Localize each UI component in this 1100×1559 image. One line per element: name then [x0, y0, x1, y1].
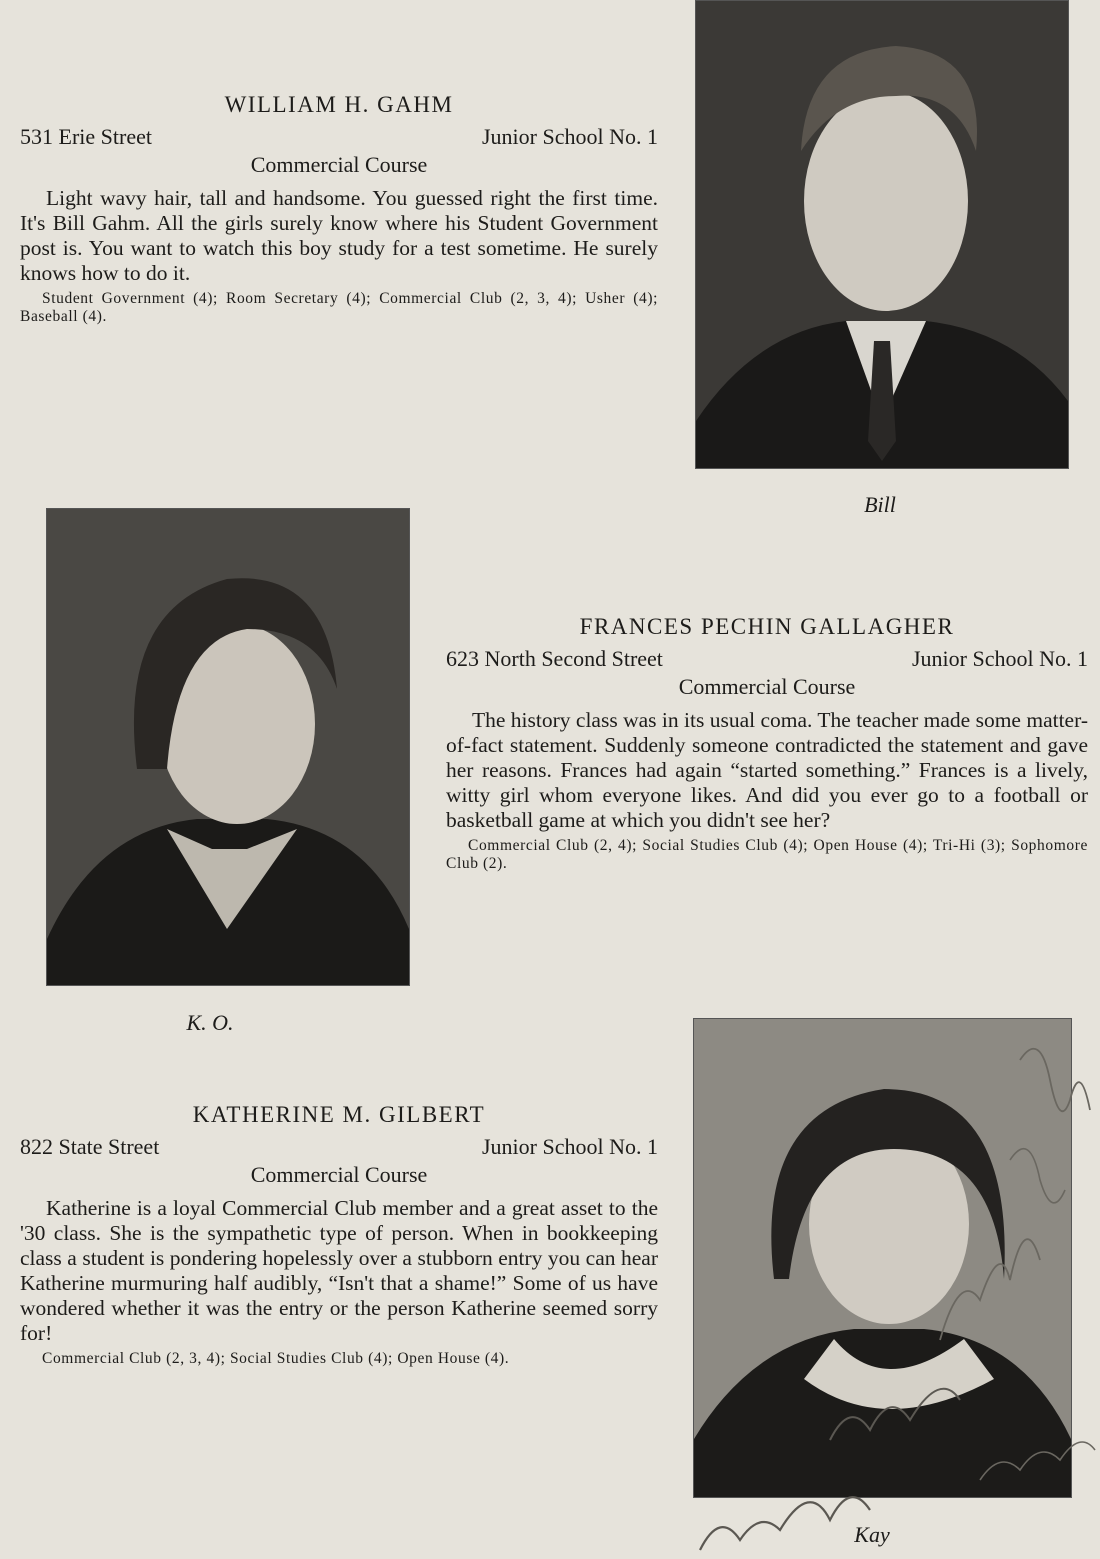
course: Commercial Course	[250, 1162, 428, 1187]
entry-katherine-gilbert	[20, 1102, 658, 1368]
portrait-silhouette	[47, 509, 409, 985]
portrait-silhouette	[696, 1, 1068, 468]
bio-text: The history class was in its usual coma. The teacher made some matter-of-fact statement. Suddenly someone contradicted the statement and gave her reasons. Frances had again “started something.” Frances is a lively, witty girl whom everyone likes. And did you ever go to a football or basketball game at which you didn't see her?	[446, 708, 1088, 832]
junior-school: Junior School No. 1	[912, 646, 1088, 671]
student-portrait-photo	[693, 1018, 1072, 1498]
course: Commercial Course	[250, 152, 428, 177]
portrait-silhouette	[694, 1019, 1071, 1497]
junior-school: Junior School No. 1	[482, 124, 658, 149]
entry-frances-gallagher	[446, 614, 1088, 873]
activities: Commercial Club (2, 3, 4); Social Studies Club (4); Open House (4).	[42, 1350, 510, 1367]
course: Commercial Course	[678, 674, 856, 699]
bio-text: Light wavy hair, tall and handsome. You guessed right the first time. It's Bill Gahm. All the girls surely know where his Student Government post is. You want to watch this boy study for a test sometime. He surely knows how to do it.	[20, 186, 658, 285]
student-portrait-photo	[46, 508, 410, 986]
nickname-caption: Bill	[864, 492, 896, 517]
address-row	[446, 646, 1088, 672]
address-row	[20, 1134, 658, 1160]
nickname-caption: K. O.	[186, 1010, 234, 1035]
student-name: FRANCES PECHIN GALLAGHER	[579, 614, 955, 639]
activities: Commercial Club (2, 4); Social Studies Club (4); Open House (4); Tri-Hi (3); Sophomore Club (2).	[446, 837, 1088, 872]
activities: Student Government (4); Room Secretary (4); Commercial Club (2, 3, 4); Usher (4); Baseball (4).	[20, 290, 658, 325]
student-address: 531 Erie Street	[20, 124, 152, 149]
bio-text: Katherine is a loyal Commercial Club member and a great asset to the '30 class. She is the sympathetic type of person. When in bookkeeping class a student is pondering hopelessly over a stubborn entry you can hear Katherine murmuring half audibly, “Isn't that a shame!” Some of us have wondered whether it was the entry or the person Katherine seemed sorry for!	[20, 1196, 658, 1345]
student-name: WILLIAM H. GAHM	[224, 92, 454, 117]
address-row	[20, 124, 658, 150]
junior-school: Junior School No. 1	[482, 1134, 658, 1159]
student-address: 623 North Second Street	[446, 646, 663, 671]
student-name: KATHERINE M. GILBERT	[192, 1102, 486, 1127]
student-address: 822 State Street	[20, 1134, 160, 1159]
nickname-caption: Kay	[854, 1522, 890, 1547]
entry-william-gahm	[20, 92, 658, 326]
student-portrait-photo	[695, 0, 1069, 469]
